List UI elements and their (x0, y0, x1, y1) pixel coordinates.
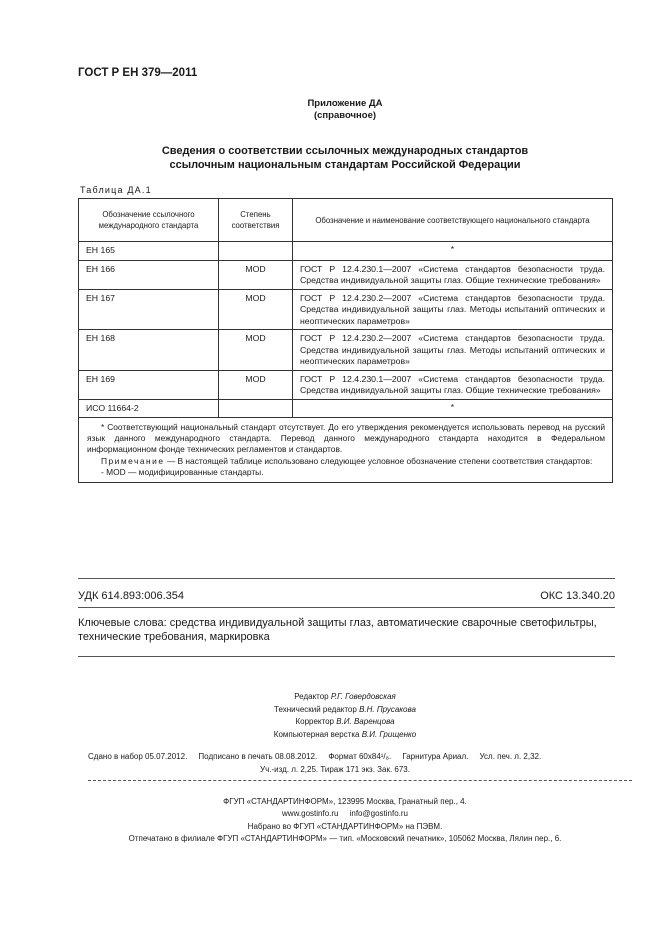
staff-name: Р.Г. Говердовская (330, 692, 396, 701)
table-caption: Таблица ДА.1 (80, 185, 152, 195)
staff-name: В.И. Грищенко (361, 729, 417, 739)
appendix-main-title (0, 144, 661, 172)
table-row (79, 260, 613, 289)
ref-cell: ЕН 166 (79, 260, 219, 289)
signed-date: Подписано в печать 08.08.2012. (198, 752, 318, 761)
degree-cell: MOD (219, 330, 293, 371)
printing-row-2: Уч.-изд. л. 2,25. Тираж 171 экз. Зак. 673. (260, 764, 410, 774)
standard-cell: ГОСТ Р 12.4.230.2—2007 «Система стандартов безопасности труда. Средства индивидуальной защиты глаз. Методы испытаний оптических и неоптических параметров» (293, 330, 613, 371)
ref-cell: ЕН 168 (79, 330, 219, 371)
header-ref-standard: Обозначение ссылочного международного стандарта (79, 199, 219, 242)
publisher-line-3: Набрано во ФГУП «СТАНДАРТИНФОРМ» на ПЭВМ. (247, 821, 443, 831)
staff-line (0, 716, 661, 729)
document-code: ГОСТ Р ЕН 379—2011 (78, 67, 198, 79)
divider-bottom (78, 656, 615, 657)
publisher-line-1: ФГУП «СТАНДАРТИНФОРМ», 123995 Москва, Гранатный пер., 4. (223, 797, 467, 806)
standards-correspondence-table (78, 198, 613, 483)
divider-top (78, 578, 615, 579)
typeface: Гарнитура Ариал. (402, 752, 469, 761)
print-sheets: Усл. печ. л. 2,32. (479, 752, 542, 761)
standard-cell: ГОСТ Р 12.4.230.1—2007 «Система стандартов безопасности труда. Средства индивидуальной защиты глаз. Общие технические требования» (293, 260, 613, 289)
standard-cell: ГОСТ Р 12.4.230.1—2007 «Система стандартов безопасности труда. Средства индивидуальной защиты глаз. Общие технические требования» (293, 370, 613, 399)
staff-role: Редактор (294, 692, 329, 701)
publisher-line-2: www.gostinfo.ru info@gostinfo.ru (282, 809, 408, 819)
note-item: - MOD — модифицированные стандарты. (101, 466, 264, 477)
table-row (79, 370, 613, 399)
table-notes (79, 418, 613, 483)
staff-line (0, 691, 661, 704)
table-notes-row (79, 418, 613, 483)
keywords: Ключевые слова: средства индивидуальной защиты глаз, автоматические сварочные светофильтры, технические требования, маркировка (78, 617, 597, 643)
table-row (79, 242, 613, 261)
degree-cell (219, 399, 293, 418)
standard-cell: * (293, 399, 613, 418)
appendix-subtitle: (справочное) (313, 110, 377, 121)
printing-row-1 (88, 751, 628, 764)
ref-cell: ЕН 165 (79, 242, 219, 261)
staff-role: Корректор (295, 717, 334, 726)
ref-cell: ЕН 167 (79, 289, 219, 330)
header-degree: Степень соответствия (219, 199, 293, 242)
ref-cell: ЕН 169 (79, 370, 219, 399)
staff-name: В.Н. Прусакова (359, 704, 416, 714)
staff-role: Технический редактор (274, 704, 357, 714)
appendix-title: Приложение ДА (307, 98, 383, 109)
staff-role: Компьютерная верстка (273, 729, 360, 739)
staff-line (0, 704, 661, 717)
dashed-separator (88, 780, 632, 781)
degree-cell: MOD (219, 370, 293, 399)
table-row (79, 330, 613, 371)
title-line-2: ссылочным национальным стандартам Российской Федерации (169, 159, 521, 171)
staff-line (0, 729, 661, 742)
table-row (79, 399, 613, 418)
standard-cell: ГОСТ Р 12.4.230.2—2007 «Система стандартов безопасности труда. Средства индивидуальной защиты глаз. Методы испытаний оптических и неоптических параметров» (293, 289, 613, 330)
oks-code: ОКС 13.340.20 (540, 590, 615, 602)
title-line-1: Сведения о соответствии ссылочных международных стандартов (161, 145, 529, 157)
table-row (79, 289, 613, 330)
table-header-row (79, 199, 613, 242)
submitted-date: Сдано в набор 05.07.2012. (88, 752, 188, 761)
publisher-line-4: Отпечатано в филиале ФГУП «СТАНДАРТИНФОРМ» — тип. «Московский печатник», 105062 Москва, Лялин пер., 6. (128, 833, 562, 843)
table-note (87, 456, 605, 467)
printing-info (88, 751, 628, 776)
table-footnote: * Соответствующий национальный стандарт отсутствует. До его утверждения рекомендуется использовать перевод на русский язык данного международного стандарта. Перевод данного международного стандарта находится в Федеральном информационном фонде технических регламентов и стандартов. (87, 422, 605, 455)
degree-cell (219, 242, 293, 261)
header-national-standard: Обозначение и наименование соответствующего национального стандарта (293, 199, 613, 242)
standard-cell: * (293, 242, 613, 261)
udk-code: УДК 614.893:006.354 (78, 590, 184, 602)
publisher-info (0, 796, 661, 845)
degree-cell: MOD (219, 289, 293, 330)
degree-cell: MOD (219, 260, 293, 289)
staff-name: В.И. Варенцова (336, 717, 395, 726)
divider-middle (78, 607, 615, 608)
ref-cell: ИСО 11664-2 (79, 399, 219, 418)
paper-format: Формат 60x84¹/₈. (328, 752, 392, 761)
staff-credits (0, 691, 661, 741)
note-text: — В настоящей таблице использовано следующее условное обозначение степени соответствия стандартов: (166, 455, 593, 466)
appendix-heading (0, 98, 661, 122)
note-label: Примечание (101, 455, 165, 466)
